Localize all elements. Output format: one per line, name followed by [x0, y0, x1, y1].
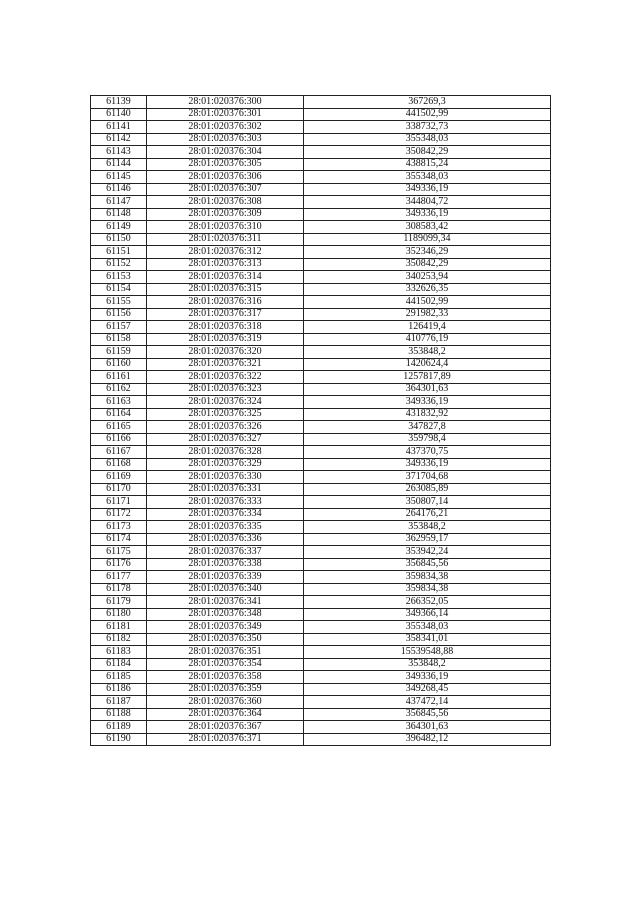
cadastral-value-cell: 264176,21 — [304, 508, 551, 521]
cadastral-number-cell: 28:01:020376:326 — [147, 421, 304, 434]
cadastral-value-cell: 355348,03 — [304, 171, 551, 184]
row-number-cell: 61179 — [91, 596, 147, 609]
cadastral-value-cell: 1189099,34 — [304, 233, 551, 246]
table-row — [91, 96, 551, 109]
cadastral-value-cell: 364301,63 — [304, 383, 551, 396]
cadastral-value-cell: 437370,75 — [304, 446, 551, 459]
row-number-cell: 61148 — [91, 208, 147, 221]
row-number-cell: 61166 — [91, 433, 147, 446]
cadastral-number-cell: 28:01:020376:327 — [147, 433, 304, 446]
cadastral-number-cell: 28:01:020376:316 — [147, 296, 304, 309]
cadastral-number-cell: 28:01:020376:330 — [147, 471, 304, 484]
cadastral-value-cell: 308583,42 — [304, 221, 551, 234]
table-row — [91, 658, 551, 671]
table-row — [91, 421, 551, 434]
cadastral-value-cell: 263085,89 — [304, 483, 551, 496]
table-row — [91, 158, 551, 171]
table-row — [91, 358, 551, 371]
cadastral-value-cell: 356845,56 — [304, 558, 551, 571]
table-row — [91, 608, 551, 621]
cadastral-number-cell: 28:01:020376:318 — [147, 321, 304, 334]
row-number-cell: 61186 — [91, 683, 147, 696]
cadastral-number-cell: 28:01:020376:324 — [147, 396, 304, 409]
cadastral-value-cell: 396482,12 — [304, 733, 551, 746]
row-number-cell: 61171 — [91, 496, 147, 509]
cadastral-number-cell: 28:01:020376:322 — [147, 371, 304, 384]
cadastral-number-cell: 28:01:020376:331 — [147, 483, 304, 496]
cadastral-number-cell: 28:01:020376:303 — [147, 133, 304, 146]
table-body — [91, 96, 551, 746]
row-number-cell: 61175 — [91, 546, 147, 559]
cadastral-value-cell: 358341,01 — [304, 633, 551, 646]
cadastral-value-cell: 438815,24 — [304, 158, 551, 171]
table-row — [91, 258, 551, 271]
row-number-cell: 61147 — [91, 196, 147, 209]
table-row — [91, 646, 551, 659]
table-row — [91, 271, 551, 284]
table-row — [91, 721, 551, 734]
row-number-cell: 61156 — [91, 308, 147, 321]
cadastral-value-cell: 431832,92 — [304, 408, 551, 421]
row-number-cell: 61163 — [91, 396, 147, 409]
cadastral-value-cell: 356845,56 — [304, 708, 551, 721]
row-number-cell: 61168 — [91, 458, 147, 471]
row-number-cell: 61170 — [91, 483, 147, 496]
cadastral-value-cell: 344804,72 — [304, 196, 551, 209]
cadastral-number-cell: 28:01:020376:337 — [147, 546, 304, 559]
cadastral-number-cell: 28:01:020376:341 — [147, 596, 304, 609]
table-row — [91, 408, 551, 421]
table-row — [91, 446, 551, 459]
row-number-cell: 61181 — [91, 621, 147, 634]
cadastral-value-cell: 353942,24 — [304, 546, 551, 559]
table-row — [91, 471, 551, 484]
cadastral-value-cell: 359798,4 — [304, 433, 551, 446]
table-row — [91, 308, 551, 321]
table-row — [91, 671, 551, 684]
table-row — [91, 571, 551, 584]
table-row — [91, 333, 551, 346]
cadastral-number-cell: 28:01:020376:349 — [147, 621, 304, 634]
cadastral-value-cell: 266352,05 — [304, 596, 551, 609]
row-number-cell: 61162 — [91, 383, 147, 396]
cadastral-number-cell: 28:01:020376:334 — [147, 508, 304, 521]
cadastral-number-cell: 28:01:020376:317 — [147, 308, 304, 321]
cadastral-value-cell: 349336,19 — [304, 458, 551, 471]
cadastral-number-cell: 28:01:020376:354 — [147, 658, 304, 671]
table-row — [91, 108, 551, 121]
cadastral-value-cell: 437472,14 — [304, 696, 551, 709]
cadastral-value-cell: 126419,4 — [304, 321, 551, 334]
cadastral-number-cell: 28:01:020376:338 — [147, 558, 304, 571]
table-row — [91, 371, 551, 384]
row-number-cell: 61160 — [91, 358, 147, 371]
cadastral-number-cell: 28:01:020376:307 — [147, 183, 304, 196]
row-number-cell: 61182 — [91, 633, 147, 646]
cadastral-value-cell: 350807,14 — [304, 496, 551, 509]
cadastral-value-cell: 364301,63 — [304, 721, 551, 734]
table-row — [91, 221, 551, 234]
row-number-cell: 61169 — [91, 471, 147, 484]
row-number-cell: 61188 — [91, 708, 147, 721]
cadastral-number-cell: 28:01:020376:358 — [147, 671, 304, 684]
table-row — [91, 196, 551, 209]
table-row — [91, 233, 551, 246]
cadastral-value-cell: 340253,94 — [304, 271, 551, 284]
cadastral-value-cell: 332626,35 — [304, 283, 551, 296]
cadastral-value-cell: 15539548,88 — [304, 646, 551, 659]
cadastral-value-cell: 353848,2 — [304, 346, 551, 359]
cadastral-value-cell: 362959,17 — [304, 533, 551, 546]
row-number-cell: 61177 — [91, 571, 147, 584]
cadastral-number-cell: 28:01:020376:301 — [147, 108, 304, 121]
row-number-cell: 61180 — [91, 608, 147, 621]
cadastral-number-cell: 28:01:020376:335 — [147, 521, 304, 534]
row-number-cell: 61159 — [91, 346, 147, 359]
table-row — [91, 733, 551, 746]
table-row — [91, 508, 551, 521]
cadastral-number-cell: 28:01:020376:367 — [147, 721, 304, 734]
row-number-cell: 61146 — [91, 183, 147, 196]
table-row — [91, 483, 551, 496]
row-number-cell: 61151 — [91, 246, 147, 259]
table-row — [91, 208, 551, 221]
table-row — [91, 346, 551, 359]
table-row — [91, 321, 551, 334]
row-number-cell: 61183 — [91, 646, 147, 659]
table-row — [91, 121, 551, 134]
table-row — [91, 621, 551, 634]
cadastral-value-cell: 359834,38 — [304, 571, 551, 584]
cadastral-number-cell: 28:01:020376:320 — [147, 346, 304, 359]
cadastral-number-cell: 28:01:020376:323 — [147, 383, 304, 396]
cadastral-value-cell: 338732,73 — [304, 121, 551, 134]
cadastral-number-cell: 28:01:020376:333 — [147, 496, 304, 509]
cadastral-number-cell: 28:01:020376:309 — [147, 208, 304, 221]
cadastral-value-cell: 291982,33 — [304, 308, 551, 321]
row-number-cell: 61184 — [91, 658, 147, 671]
cadastral-value-cell: 355348,03 — [304, 133, 551, 146]
row-number-cell: 61185 — [91, 671, 147, 684]
cadastral-number-cell: 28:01:020376:305 — [147, 158, 304, 171]
cadastral-number-cell: 28:01:020376:371 — [147, 733, 304, 746]
row-number-cell: 61172 — [91, 508, 147, 521]
table-row — [91, 146, 551, 159]
cadastral-value-cell: 410776,19 — [304, 333, 551, 346]
cadastral-value-cell: 349336,19 — [304, 183, 551, 196]
table-row — [91, 396, 551, 409]
table-row — [91, 383, 551, 396]
cadastral-number-cell: 28:01:020376:314 — [147, 271, 304, 284]
cadastral-value-cell: 359834,38 — [304, 583, 551, 596]
cadastral-value-cell: 1257817,89 — [304, 371, 551, 384]
row-number-cell: 61145 — [91, 171, 147, 184]
cadastral-number-cell: 28:01:020376:359 — [147, 683, 304, 696]
row-number-cell: 61178 — [91, 583, 147, 596]
cadastral-value-cell: 353848,2 — [304, 521, 551, 534]
table-row — [91, 683, 551, 696]
row-number-cell: 61167 — [91, 446, 147, 459]
table-row — [91, 546, 551, 559]
cadastral-number-cell: 28:01:020376:329 — [147, 458, 304, 471]
row-number-cell: 61152 — [91, 258, 147, 271]
row-number-cell: 61155 — [91, 296, 147, 309]
cadastral-number-cell: 28:01:020376:310 — [147, 221, 304, 234]
cadastral-value-cell: 350842,29 — [304, 258, 551, 271]
row-number-cell: 61140 — [91, 108, 147, 121]
table-row — [91, 708, 551, 721]
cadastral-value-cell: 355348,03 — [304, 621, 551, 634]
cadastral-number-cell: 28:01:020376:311 — [147, 233, 304, 246]
cadastral-number-cell: 28:01:020376:350 — [147, 633, 304, 646]
cadastral-value-cell: 371704,68 — [304, 471, 551, 484]
cadastral-value-cell: 353848,2 — [304, 658, 551, 671]
cadastral-number-cell: 28:01:020376:304 — [147, 146, 304, 159]
table-row — [91, 521, 551, 534]
cadastral-value-cell: 352346,29 — [304, 246, 551, 259]
table-row — [91, 558, 551, 571]
row-number-cell: 61150 — [91, 233, 147, 246]
table-row — [91, 458, 551, 471]
row-number-cell: 61154 — [91, 283, 147, 296]
row-number-cell: 61153 — [91, 271, 147, 284]
cadastral-number-cell: 28:01:020376:313 — [147, 258, 304, 271]
cadastral-number-cell: 28:01:020376:306 — [147, 171, 304, 184]
row-number-cell: 61173 — [91, 521, 147, 534]
table-row — [91, 171, 551, 184]
cadastral-value-table — [90, 95, 551, 746]
cadastral-number-cell: 28:01:020376:336 — [147, 533, 304, 546]
table-row — [91, 496, 551, 509]
row-number-cell: 61144 — [91, 158, 147, 171]
cadastral-value-cell: 349268,45 — [304, 683, 551, 696]
row-number-cell: 61189 — [91, 721, 147, 734]
cadastral-number-cell: 28:01:020376:348 — [147, 608, 304, 621]
row-number-cell: 61187 — [91, 696, 147, 709]
table-row — [91, 283, 551, 296]
table-row — [91, 246, 551, 259]
cadastral-value-cell: 1420624,4 — [304, 358, 551, 371]
cadastral-value-cell: 349336,19 — [304, 671, 551, 684]
cadastral-value-cell: 441502,99 — [304, 296, 551, 309]
cadastral-value-cell: 347827,8 — [304, 421, 551, 434]
cadastral-value-cell: 350842,29 — [304, 146, 551, 159]
table-row — [91, 533, 551, 546]
cadastral-number-cell: 28:01:020376:339 — [147, 571, 304, 584]
cadastral-number-cell: 28:01:020376:360 — [147, 696, 304, 709]
cadastral-number-cell: 28:01:020376:364 — [147, 708, 304, 721]
table-row — [91, 296, 551, 309]
table-row — [91, 183, 551, 196]
row-number-cell: 61176 — [91, 558, 147, 571]
table-row — [91, 583, 551, 596]
cadastral-value-cell: 367269,3 — [304, 96, 551, 109]
cadastral-value-cell: 349366,14 — [304, 608, 551, 621]
cadastral-number-cell: 28:01:020376:328 — [147, 446, 304, 459]
table-row — [91, 133, 551, 146]
cadastral-value-cell: 349336,19 — [304, 396, 551, 409]
row-number-cell: 61157 — [91, 321, 147, 334]
row-number-cell: 61174 — [91, 533, 147, 546]
row-number-cell: 61139 — [91, 96, 147, 109]
cadastral-number-cell: 28:01:020376:340 — [147, 583, 304, 596]
row-number-cell: 61164 — [91, 408, 147, 421]
cadastral-number-cell: 28:01:020376:321 — [147, 358, 304, 371]
cadastral-number-cell: 28:01:020376:351 — [147, 646, 304, 659]
cadastral-number-cell: 28:01:020376:312 — [147, 246, 304, 259]
row-number-cell: 61149 — [91, 221, 147, 234]
cadastral-number-cell: 28:01:020376:302 — [147, 121, 304, 134]
table-row — [91, 633, 551, 646]
table-row — [91, 596, 551, 609]
cadastral-number-cell: 28:01:020376:300 — [147, 96, 304, 109]
table-row — [91, 696, 551, 709]
row-number-cell: 61165 — [91, 421, 147, 434]
row-number-cell: 61141 — [91, 121, 147, 134]
row-number-cell: 61143 — [91, 146, 147, 159]
row-number-cell: 61161 — [91, 371, 147, 384]
row-number-cell: 61190 — [91, 733, 147, 746]
cadastral-number-cell: 28:01:020376:315 — [147, 283, 304, 296]
cadastral-number-cell: 28:01:020376:308 — [147, 196, 304, 209]
table-row — [91, 433, 551, 446]
row-number-cell: 61158 — [91, 333, 147, 346]
cadastral-value-cell: 441502,99 — [304, 108, 551, 121]
row-number-cell: 61142 — [91, 133, 147, 146]
cadastral-number-cell: 28:01:020376:319 — [147, 333, 304, 346]
cadastral-number-cell: 28:01:020376:325 — [147, 408, 304, 421]
cadastral-value-cell: 349336,19 — [304, 208, 551, 221]
